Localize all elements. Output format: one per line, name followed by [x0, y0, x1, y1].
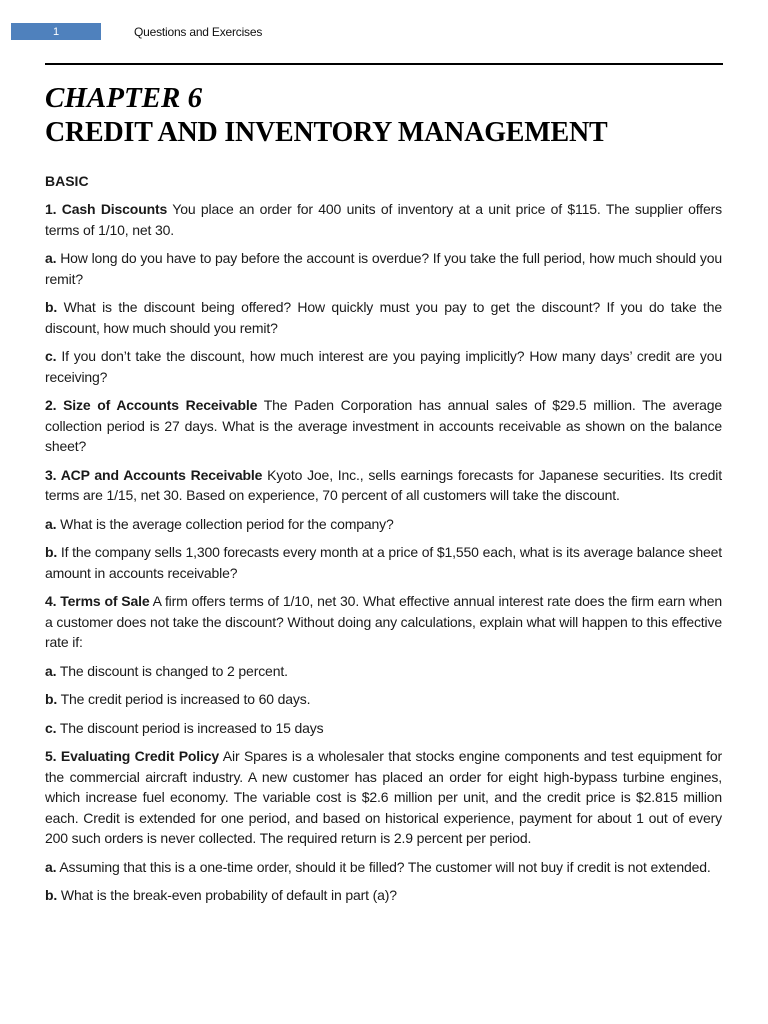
question-label: b.	[45, 691, 58, 707]
question-text: What is the average collection period for the company?	[56, 515, 394, 532]
header-divider	[45, 63, 723, 65]
question-text: Kyoto Joe, Inc., sells earnings forecasts for Japanese securities. Its credit terms are 1/15, net 30. Based on experience, 70 percent of all customers will take the discount.	[45, 466, 722, 503]
chapter-title: CREDIT AND INVENTORY MANAGEMENT	[45, 117, 608, 148]
question-1b	[45, 297, 722, 338]
question-label: 5. Evaluating Credit Policy	[45, 748, 220, 764]
question-label: b.	[45, 299, 58, 315]
question-text: Air Spares is a wholesaler that stocks engine components and test equipment for the commercial aircraft industry. A new customer has placed an order for eight high-bypass turbine engines, which increase fuel economy. The variable cost is $2.6 million per unit, and the credit price is $2.815 million each. Credit is extended for one period, and based on historical experience, payment for about 1 out of every 200 such orders is never collected. The required return is 2.9 percent per period.	[45, 748, 722, 846]
document-body	[45, 80, 722, 914]
question-text: What is the discount being offered? How quickly must you pay to get the discount? If you do take the discount, how much should you remit?	[45, 299, 722, 336]
page-number-badge: 1	[11, 23, 101, 40]
question-5a	[45, 857, 722, 878]
question-text: If the company sells 1,300 forecasts every month at a price of $1,550 each, what is its average balance sheet amount in accounts receivable?	[45, 544, 722, 581]
question-label: 3. ACP and Accounts Receivable	[45, 466, 263, 483]
question-text: The discount period is increased to 15 days	[56, 719, 324, 736]
question-4c	[45, 718, 722, 739]
question-3	[45, 465, 722, 506]
question-5	[45, 746, 722, 849]
question-4a	[45, 661, 722, 682]
question-label: c.	[45, 348, 57, 364]
question-1a	[45, 248, 722, 289]
question-1	[45, 199, 722, 240]
question-label: 1. Cash Discounts	[45, 201, 168, 217]
question-label: a.	[45, 515, 57, 532]
question-label: a.	[45, 250, 57, 266]
question-1c	[45, 346, 722, 387]
question-3b	[45, 542, 722, 583]
question-label: c.	[45, 719, 57, 736]
question-text: How long do you have to pay before the account is overdue? If you take the full period, how much should you remit?	[45, 250, 722, 287]
question-label: 4. Terms of Sale	[45, 593, 150, 609]
question-label: b.	[45, 887, 58, 903]
running-header-title: Questions and Exercises	[134, 24, 263, 39]
question-text: Assuming that this is a one-time order, should it be filled? The customer will not buy if credit is not extended.	[56, 858, 711, 875]
question-label: a.	[45, 858, 57, 875]
question-2	[45, 395, 722, 457]
question-text: The Paden Corporation has annual sales of $29.5 million. The average collection period is 27 days. What is the average investment in accounts receivable as shown on the balance sheet?	[45, 397, 722, 454]
question-3a	[45, 514, 722, 535]
question-label: a.	[45, 662, 57, 679]
question-text: A firm offers terms of 1/10, net 30. What effective annual interest rate does the firm earn when a customer does not take the discount? Without doing any calculations, explain what will happen to this effective rate if:	[45, 593, 722, 650]
question-text: What is the break-even probability of default in part (a)?	[57, 887, 397, 903]
question-text: If you don’t take the discount, how much interest are you paying implicitly? How many days’ credit are you receiving?	[45, 348, 722, 385]
question-text: The credit period is increased to 60 days.	[57, 691, 311, 707]
question-5b	[45, 885, 722, 906]
question-4	[45, 591, 722, 653]
section-heading: BASIC	[45, 173, 89, 189]
question-4b	[45, 689, 722, 710]
question-label: b.	[45, 544, 58, 560]
question-text: You place an order for 400 units of inventory at a unit price of $115. The supplier offers terms of 1/10, net 30.	[45, 201, 722, 238]
chapter-number: CHAPTER 6	[45, 82, 203, 114]
question-text: The discount is changed to 2 percent.	[56, 662, 288, 679]
question-label: 2. Size of Accounts Receivable	[45, 397, 258, 413]
